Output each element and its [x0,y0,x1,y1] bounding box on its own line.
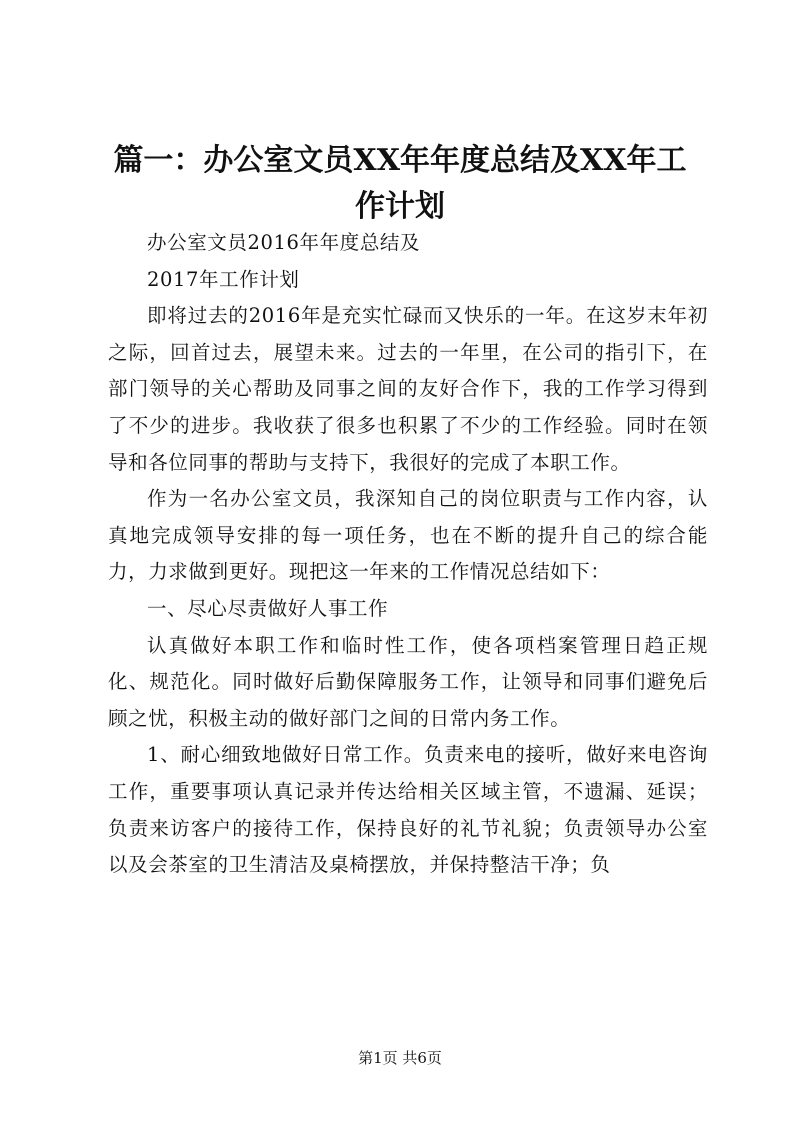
page-number-footer: 第1页 共6页 [358,1049,442,1067]
section-heading-personnel: 一、尽心尽责做好人事工作 [147,596,389,620]
paragraph-personnel: 认真做好本职工作和临时性工作，使各项档案管理日趋正规化、规范化。同时做好后勤保障服务工作，让领导和同事们避免后顾之忧，积极主动的做好部门之间的日常内务工作。 [108,633,708,730]
paragraph-intro: 即将过去的2016年是充实忙碌而又快乐的一年。在这岁末年初之际，回首过去，展望未来。过去的一年里，在公司的指引下，在部门领导的关心帮助及同事之间的友好合作下，我的工作学习得到了不少的进步。我收获了很多也积累了不少的工作经验。同时在领导和各位同事的帮助与支持下，我很好的完成了本职工作。 [108,304,708,474]
document-body [108,225,708,884]
document-title: 篇一：办公室文员XX年年度总结及XX年工作计划 [113,143,687,224]
paragraph-daily-work: 1、耐心细致地做好日常工作。负责来电的接听，做好来电咨询工作，重要事项认真记录并传达给相关区域主管，不遗漏、延误；负责来访客户的接待工作，保持良好的礼节礼貌；负责领导办公室以及会茶室的卫生清洁及桌椅摆放，并保持整洁干净；负 [108,743,708,877]
paragraph-role: 作为一名办公室文员，我深知自己的岗位职责与工作内容，认真地完成领导安排的每一项任务，也在不断的提升自己的综合能力，力求做到更好。现把这一年来的工作情况总结如下： [108,487,708,584]
paragraph-subtitle-line-1: 办公室文员2016年年度总结及 [147,231,421,254]
paragraph-subtitle-line-2: 2017年工作计划 [147,267,300,291]
